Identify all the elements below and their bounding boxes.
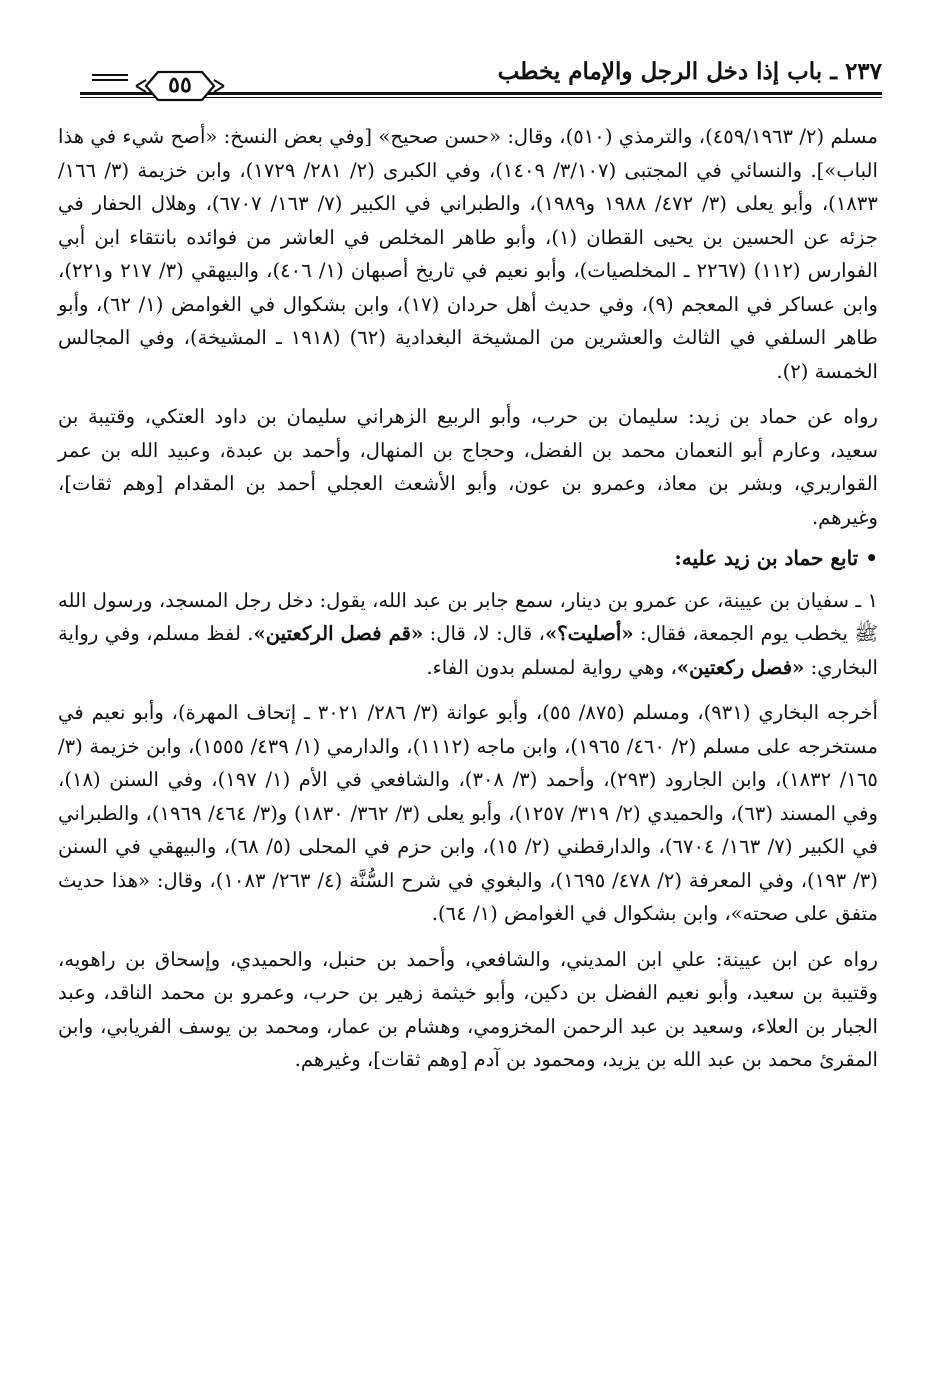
paragraph-sources-2: أخرجه البخاري (٩٣١)، ومسلم (٨٧٥/ ٥٥)، وأبو عوانة (٣/ ٢٨٦/ ٣٠٢١ ـ إتحاف المهرة)، وأبو نعيم في مستخرجه على مسلم (٢/ ٤٦٠/ ١٩٦٥)، وابن ماجه (١١١٢)، والدارمي (١/ ٤٣٩/ ١٥٥٥)، وابن خزيمة (٣/ ١٦٥/ ١٨٣٢)، وابن الجارود (٢٩٣)، وأحمد (٣/ ٣٠٨)، والشافعي في الأم (١/ ١٩٧)، وفي السنن (١٨)، وفي المسند (٦٣)، والحميدي (٢/ ٣١٩/ ١٢٥٧)، وأبو يعلى (٣/ ٣٦٢/ ١٨٣٠) و(٣/ ٤٦٤/ ١٩٦٩)، والطبراني في الكبير (٧/ ١٦٣/ ٦٧٠٤)، والدارقطني (٢/ ١٥)، وابن حزم في المحلى (٥/ ٦٨)، والبيهقي في السنن (٣/ ١٩٣)، وفي المعرفة (٢/ ٤٧٨/ ١٦٩٥)، والبغوي في شرح السُّنَّة (٤/ ٢٦٣/ ١٠٨٣)، وقال: «هذا حديث متفق على صحته»، وابن بشكوال في الغوامض (١/ ٦٤). xyxy=(58,701,878,925)
chapter-title: ٢٣٧ ـ باب إذا دخل الرجل والإمام يخطب xyxy=(497,58,882,85)
page-number: ٥٥ xyxy=(168,72,192,98)
paragraph-narrators-1: رواه عن حماد بن زيد: سليمان بن حرب، وأبو الربيع الزهراني سليمان بن داود العتكي، وقتيبة بن سعيد، وعارم أبو النعمان محمد بن الفضل، وحجاج بن المنهال، وأحمد بن عبدة، وعبيد الله بن عمر القواريري، وبشر بن معاذ، وعمرو بن عون، وأبو الأشعث العجلي أحمد بن المقدام [وهم ثقات]، وغيرهم. xyxy=(58,405,878,529)
paragraph-hadith xyxy=(58,584,878,685)
quote-asallayta: «أصليت؟» xyxy=(544,622,634,645)
quote-qum: «قم فصل الركعتين» xyxy=(253,622,424,645)
ornament-line xyxy=(92,74,128,76)
hadith-text-3: . لفظ مسلم، وفي رواية البخاري: xyxy=(58,622,878,679)
page-header xyxy=(80,44,882,104)
ornament-line-2 xyxy=(92,79,128,81)
hadith-text-2: ، قال: لا، قال: xyxy=(423,622,545,645)
section-heading: • تابع حماد بن زيد عليه: xyxy=(674,546,878,570)
hadith-text-4: ، وهي رواية لمسلم بدون الفاء. xyxy=(426,655,677,679)
page-number-badge xyxy=(132,66,228,106)
paragraph-sources-1: مسلم (٢/ ٤٥٩/١٩٦٣)، والترمذي (٥١٠)، وقال: «حسن صحيح» [وفي بعض النسخ: «أصح شيء في هذا الباب»]. والنسائي في المجتبى (٣/١٠٧/ ١٤٠٩)، وفي الكبرى (٢/ ٢٨١/ ١٧٢٩)، وابن خزيمة (٣/ ١٦٦/ ١٨٣٣)، وأبو يعلى (٣/ ٤٧٢/ ١٩٨٨ و١٩٨٩)، والطبراني في الكبير (٧/ ١٦٣/ ٦٧٠٧)، وهلال الحفار في جزئه عن الحسين بن يحيى القطان (١)، وأبو طاهر المخلص في العاشر من فوائده بانتقاء ابن أبي الفوارس (١١٢) (٢٢٦٧ ـ المخلصيات)، وأبو نعيم في تاريخ أصبهان (١/ ٤٠٦)، والبيهقي (٣/ ٢١٧ و٢٢١)، وابن عساكر في المعجم (٩)، وفي حديث أهل حردان (١٧)، وابن بشكوال في الغوامض (١/ ٦٢)، وأبو طاهر السلفي في الثالث والعشرين من المشيخة البغدادية (٦٢) (١٩١٨ ـ المشيخة)، وفي المجالس الخمسة (٢). xyxy=(58,125,879,383)
quote-fasalli: «فصل ركعتين» xyxy=(676,655,805,679)
paragraph-narrators-2: رواه عن ابن عيينة: علي ابن المديني، والشافعي، وأحمد بن حنبل، والحميدي، وإسحاق بن راهويه، وقتيبة بن سعيد، وأبو نعيم الفضل بن دكين، وأبو خيثمة زهير بن حرب، وعمرو بن محمد الناقد، وعبد الجبار بن العلاء، وسعيد بن عبد الرحمن المخزومي، وهشام بن عمار، ومحمد بن يوسف الفريابي، وابن المقرئ محمد بن عبد الله بن يزيد، ومحمود بن آدم [وهم ثقات]، وغيرهم. xyxy=(58,947,878,1071)
hadith-text-1: ١ ـ سفيان بن عيينة، عن عمرو بن دينار، سمع جابر بن عبد الله، يقول: دخل رجل المسجد، ورسول الله ﷺ يخطب يوم الجمعة، فقال: xyxy=(58,588,879,645)
page-content xyxy=(58,120,878,1085)
